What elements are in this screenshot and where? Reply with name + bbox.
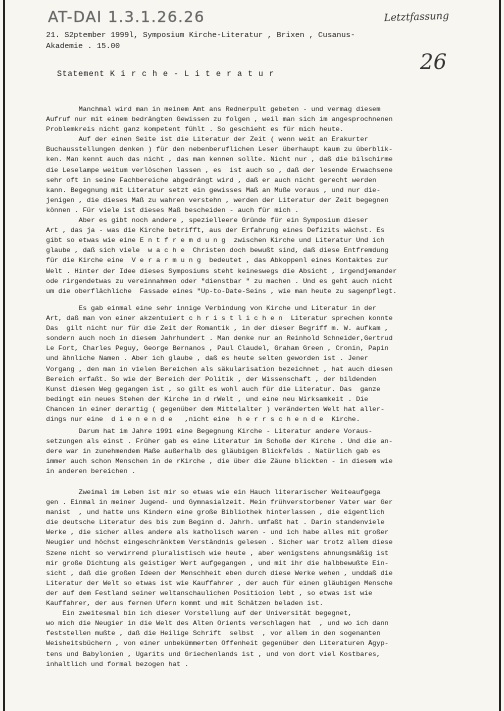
text-line: Buchausstellungen denken ) für den nebenberuflichen Leser überhaupt kaum zu überblik-: [46, 146, 393, 155]
text-line: Art, daß man von einer akzentuiert c h r i s t l i c h e n Literatur sprechen konnte: [46, 315, 393, 324]
statement-title: Statement K i r c h e - L i t e r a t u r: [57, 70, 275, 79]
text-line: Aber es gibt noch andere , spezielleere Gründe für ein Symposium dieser: [46, 217, 369, 226]
text-line: feststellen mußte , daß die Heilige Schrift selbst , vor allem in den sogenanten: [46, 630, 381, 639]
text-line: die Leselampe weitum verlöschen lassen , es ist auch so , daß der lesende Erwachsene: [46, 166, 393, 175]
text-line: Darum hat im Jahre 1991 eine Begegnung Kirche - Literatur andere Voraus-: [46, 428, 373, 436]
paragraph: [46, 304, 498, 425]
text-line: Aufruf nur mit einem bedrängten Gewissen zu folgen , weil man sich im angesprochnenen: [46, 116, 393, 125]
text-line: immer auch schon Menschen in de rKirche , die über die Zäune blickten - in diesem wie: [46, 458, 393, 467]
text-line: manist , und hatte uns Kindern eine große Bibliothek hinterlassen , die eigentlich: [46, 509, 385, 518]
text-line: tens und Babylonien , Ugarits und Griechenlands ist , und von dort viel Kostbares,: [46, 650, 381, 659]
archive-stamp: AT-DAI 1.3.1.26.26: [48, 8, 205, 26]
text-line: Bereich erfaßt. So wie der Bereich der Politik , der Wissenschaft , der bildenden: [46, 375, 377, 384]
text-line: sondern auch noch in diesem Jahrhundert . Man denke nur an Reinhold Schneider,Gertrud: [46, 335, 393, 344]
text-line: ode rirgendetwas zu vereinnahmen oder "dienstbar " zu machen . Und es geht auch nicht: [46, 277, 393, 286]
text-line: Auf der einen Seite ist die Literatur der Zeit ( wenn weit an Erakurter: [46, 136, 369, 145]
text-line: können . Für viele ist dieses Maß bescheiden - auch für mich .: [46, 206, 299, 215]
text-line: Neugier und höchst eingeschränktem Verständnis gelesen . Sicher war trotz allem diese: [46, 539, 393, 548]
text-line: für die Kirche eine V e r a r m u n g bedeutet , das Abkoppenl eines Kontaktes zur: [46, 257, 389, 266]
text-line: Zweimal im Leben ist mir so etwas wie ein Hauch literarischer Weiteaufgega: [46, 489, 381, 497]
text-line: Weisheitsbüchern , von einer unbekümmerten Offenheit gegenüber den Literaturen Ägyp-: [46, 640, 389, 649]
handwritten-page-number: 26: [420, 50, 447, 74]
text-line: Le Fort, Charles Peguy, George Bernanos , Paul Claudel, Graham Green , Cronin, Papin: [46, 345, 389, 354]
header-line: Akademie . 15.00: [46, 43, 120, 51]
text-line: Ein zweitesmal bin ich dieser Vorstellung auf der Universität begegnet,: [46, 610, 352, 619]
text-line: um die oberflächliche Fassade eines "Up-to-Date-Seins , wie man heute zu sagenpflegt.: [46, 287, 397, 296]
header-line: 21. S2ptember 1999l, Symposium Kirche-Literatur , Brixen , Cusanus-: [46, 32, 356, 40]
text-line: Es gab einmal eine sehr innige Verbindung von Kirche und Literatur in der: [46, 305, 377, 313]
text-line: Kauffahrer, der aus fernen Ufern kommt und mit Schätzen beladen ist.: [46, 600, 324, 609]
text-line: sicht , daß die großen Ideen der Menschheit eben durch diese Werke wehen , unddaß die: [46, 569, 393, 578]
text-line: Chancen in einer derartig ( gegenüber dem Mittelalter ) veränderten Welt hat aller-: [46, 405, 385, 414]
text-line: Szene nicht so verwirrend pluralistisch wie heute , aber wenigstens ahnungsmäßig ist: [46, 549, 389, 558]
text-line: ken. Man kennt auch das nicht , das man kennen sollte. Nicht nur , daß die bilschirme: [46, 156, 393, 165]
document-header: [46, 31, 496, 53]
text-line: wo mich die Neugier in die Welt des Alten Orients verschlagen hat , und wo ich dann: [46, 620, 389, 629]
paragraph: [46, 105, 498, 297]
text-line: Literatur der Welt so etwas ist wie Kauffahrer , der auch für einen gläubigen Mensche: [46, 579, 393, 588]
text-line: die deutsche Literatur des bis zum Beginn d. Jahrh. umfaßt hat . Darin standenviele: [46, 519, 385, 528]
text-line: dere war in zunehmendem Maße außerhalb des gläubigen Blickfelds . Natürlich gab es: [46, 448, 381, 457]
text-line: gen . Einmal in meiner Jugend- und Gymnasialzeit. Mein frühverstorbener Vater war Ger: [46, 499, 393, 508]
text-line: sehr oft in seine Fachbereiche abgedrängt wird , daß er auch nicht gerecht werden: [46, 176, 377, 185]
text-line: inhaltlich und formal bezogen hat .: [46, 660, 189, 669]
text-line: Werke , die sicher alles andere als katholisch waren - und ich habe alles mit großer: [46, 529, 389, 538]
text-line: bedingt ein neues Stehen der Kirche in d rWelt , und eine neu Wirksamkeit . Die: [46, 395, 369, 404]
text-line: der auf dem Festland seiner weltanschaulichen Positioion lebt , so etwas ist wie: [46, 589, 373, 598]
text-line: Kunst diesen Weg gegangen ist , so gilt es wohl auch für die Literatur. Das ganze: [46, 385, 381, 394]
text-line: Art , das ja - was die Kirche betrifft, aus der Erfahrung eines Defizits wächst. Es: [46, 227, 385, 236]
text-line: Manchmal wird man in meinem Amt ans Rednerpult gebeten - und vermag diesem: [46, 106, 381, 114]
text-line: kann. Begegnung mit Literatur setzt ein gewisses Maß an Muße voraus , und nur die-: [46, 186, 381, 195]
text-line: Problemkreis nicht ganz kompetent fühlt . So geschieht es für mich heute.: [46, 126, 344, 135]
text-line: in anderen bereichen .: [46, 468, 136, 477]
text-line: gibt so etwas wie eine E n t f r e m d u n g zwischen Kirche und Literatur Und ich: [46, 237, 385, 246]
right-border: [499, 0, 501, 711]
left-border: [3, 0, 5, 711]
text-line: Welt . Hinter der Idee dieses Symposiums steht keineswegs die Absicht , irgendjemander: [46, 267, 397, 276]
text-line: Vorgang , den man in vielen Bereichen als säkularisation bezeichnet , hat auch diesen: [46, 365, 393, 374]
text-line: jenigen , die dieses Maß zu wahren verstehn , werden der Literatur der Zeit begegnen: [46, 196, 389, 205]
text-line: setzungen als einst . Früher gab es eine Literatur im Schoße der Kirche . Und die an-: [46, 438, 393, 447]
paragraph: [46, 488, 498, 670]
paragraph: [46, 427, 498, 477]
text-line: dings nur eine d i e n e n d e ,nicht eine h e r r s c h e n d e Kirche.: [46, 416, 361, 425]
text-line: mir große Dichtung als geistiger Wert aufgegangen , und mit ihr die halbbewußte Ein-: [46, 559, 389, 568]
handwritten-note: Letztfassung: [383, 10, 450, 25]
text-line: glaube , daß sich viele w a c h e Christen doch bewußt sind, daß diese Entfremdung: [46, 247, 389, 256]
text-line: Das gilt nicht nur für die Zeit der Romantik , in der dieser Begriff m. W. aufkam ,: [46, 325, 389, 334]
text-line: und ähnliche Namen . Aber ich glaube , daß es heute selten geworden ist . Jener: [46, 355, 369, 364]
